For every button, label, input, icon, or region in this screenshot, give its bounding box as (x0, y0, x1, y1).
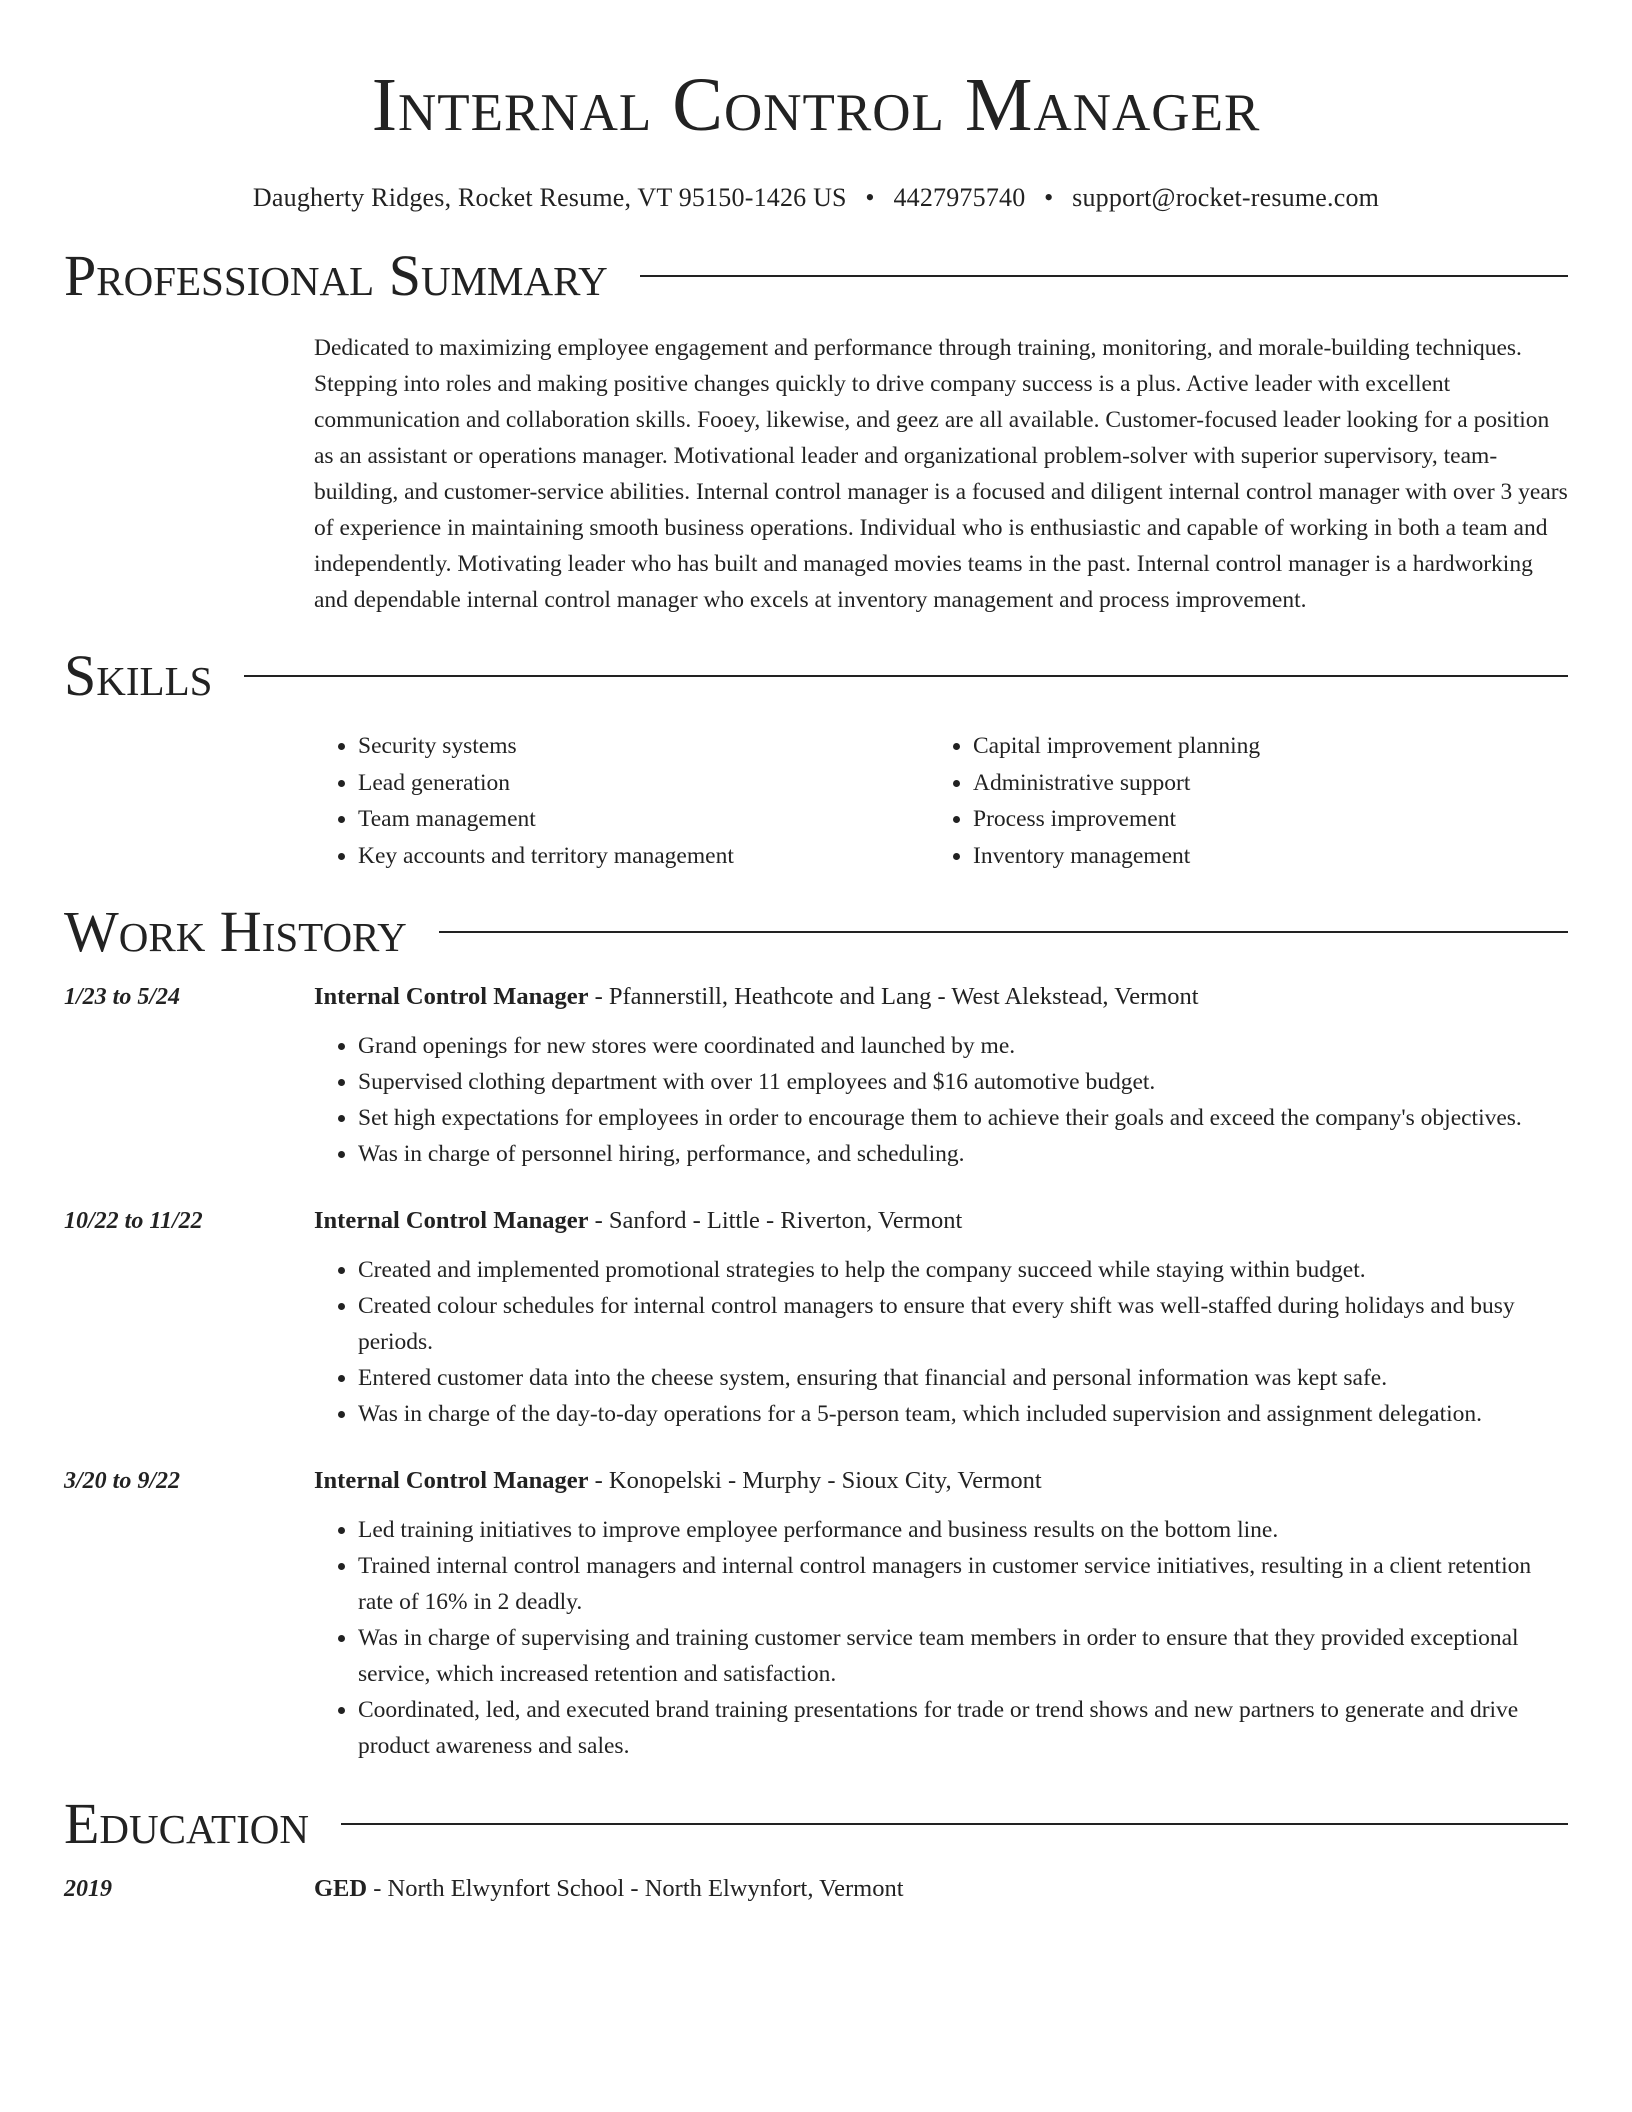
job-bullet: • Was in charge of supervising and training customer service team members in order to ensure that they provided exceptional service, which increased retention and satisfaction. (358, 1620, 1568, 1692)
education-heading: Education (64, 1791, 309, 1856)
skill-item: • Key accounts and territory management (358, 838, 929, 875)
summary-text: Dedicated to maximizing employee engagement and performance through training, monitoring, and morale-building techniques. Stepping into roles and making positive changes quickly to drive company success is a plus. Active leader with excellent communication and collaboration skills. Fooey, likewise, and geez are all available. Customer-focused leader looking for a position as an assistant or operations manager. Motivational leader and organizational problem-solver with superior supervisory, team-building, and customer-service abilities. Internal control manager is a focused and diligent internal control manager with over 3 years of experience in maintaining smooth business operations. Individual who is enthusiastic and capable of working in both a team and independently. Motivating leader who has built and managed movies teams in the past. Internal control manager is a hardworking and dependable internal control manager who excels at inventory management and process improvement. (314, 335, 1568, 613)
job-employer: - Sanford - Little - Riverton, Vermont (588, 1207, 963, 1234)
job-bullet: • Led training initiatives to improve employee performance and business results on the bottom line. (358, 1512, 1568, 1548)
section-divider (640, 275, 1568, 277)
skills-column-left (314, 728, 929, 874)
skill-item: • Inventory management (973, 838, 1544, 875)
section-divider (341, 1823, 1568, 1825)
work-section-header (64, 900, 1568, 964)
job-content (314, 1204, 1568, 1432)
job-title: Internal Control Manager (314, 1207, 589, 1234)
job-entry (64, 1204, 1568, 1432)
skills-section-header (64, 644, 1568, 708)
work-heading: Work History (64, 899, 407, 964)
skills-column-right (929, 728, 1544, 874)
skill-item: • Process improvement (973, 801, 1544, 838)
skill-item: • Administrative support (973, 765, 1544, 802)
education-section-header (64, 1792, 1568, 1856)
job-title-line (314, 1464, 1568, 1498)
job-bullet: • Entered customer data into the cheese system, ensuring that financial and personal information was kept safe. (358, 1360, 1568, 1396)
job-bullets (314, 1252, 1568, 1432)
summary-section-header (64, 244, 1568, 308)
job-bullet: • Created colour schedules for internal control managers to ensure that every shift was well-staffed during holidays and busy periods. (358, 1288, 1568, 1360)
job-title-line (314, 980, 1568, 1014)
job-bullet: • Trained internal control managers and internal control managers in customer service initiatives, resulting in a client retention rate of 16% in 2 deadly. (358, 1548, 1568, 1620)
contact-line (64, 182, 1568, 214)
job-bullet: • Was in charge of personnel hiring, performance, and scheduling. (358, 1136, 1568, 1172)
skill-item: • Capital improvement planning (973, 728, 1544, 765)
education-degree: GED (314, 1875, 368, 1902)
job-employer: - Pfannerstill, Heathcote and Lang - West Alekstead, Vermont (588, 983, 1199, 1010)
job-bullets (314, 1028, 1568, 1172)
job-bullet: • Set high expectations for employees in order to encourage them to achieve their goals and exceed the company's objectives. (358, 1100, 1568, 1136)
job-bullets (314, 1512, 1568, 1764)
job-entry (64, 980, 1568, 1172)
job-entry (64, 1464, 1568, 1764)
skill-item: • Team management (358, 801, 929, 838)
job-dates: 3/20 to 9/22 (64, 1468, 181, 1494)
contact-email: support@rocket-resume.com (1072, 183, 1380, 212)
skills-heading: Skills (64, 643, 213, 708)
job-bullet: • Created and implemented promotional strategies to help the company succeed while staying within budget. (358, 1252, 1568, 1288)
section-divider (244, 675, 1568, 677)
contact-separator: • (1044, 183, 1054, 212)
education-entry (64, 1872, 1568, 1906)
contact-address: Daugherty Ridges, Rocket Resume, VT 95150-1426 US (252, 183, 847, 212)
job-content (314, 980, 1568, 1172)
job-bullet: • Coordinated, led, and executed brand training presentations for trade or trend shows and new partners to generate and drive product awareness and sales. (358, 1692, 1568, 1764)
job-content (314, 1464, 1568, 1764)
education-school: - North Elwynfort School - North Elwynfort, Vermont (367, 1875, 904, 1902)
skill-item: • Security systems (358, 728, 929, 765)
job-dates: 10/22 to 11/22 (64, 1208, 203, 1234)
education-line (314, 1872, 904, 1906)
contact-separator: • (865, 183, 875, 212)
skill-item: • Lead generation (358, 765, 929, 802)
job-employer: - Konopelski - Murphy - Sioux City, Vermont (588, 1467, 1042, 1494)
skills-list (314, 728, 1568, 874)
contact-phone: 4427975740 (893, 183, 1026, 212)
job-bullet: • Was in charge of the day-to-day operations for a 5-person team, which included supervision and assignment delegation. (358, 1396, 1568, 1432)
section-divider (439, 931, 1568, 933)
job-title: Internal Control Manager (314, 1467, 589, 1494)
summary-heading: Professional Summary (64, 243, 608, 308)
candidate-name: Internal Control Manager (371, 63, 1261, 147)
education-year: 2019 (64, 1876, 112, 1902)
job-title-line (314, 1204, 1568, 1238)
job-bullet: • Grand openings for new stores were coordinated and launched by me. (358, 1028, 1568, 1064)
job-dates: 1/23 to 5/24 (64, 984, 181, 1010)
job-bullet: • Supervised clothing department with over 11 employees and $16 automotive budget. (358, 1064, 1568, 1100)
job-title: Internal Control Manager (314, 983, 589, 1010)
